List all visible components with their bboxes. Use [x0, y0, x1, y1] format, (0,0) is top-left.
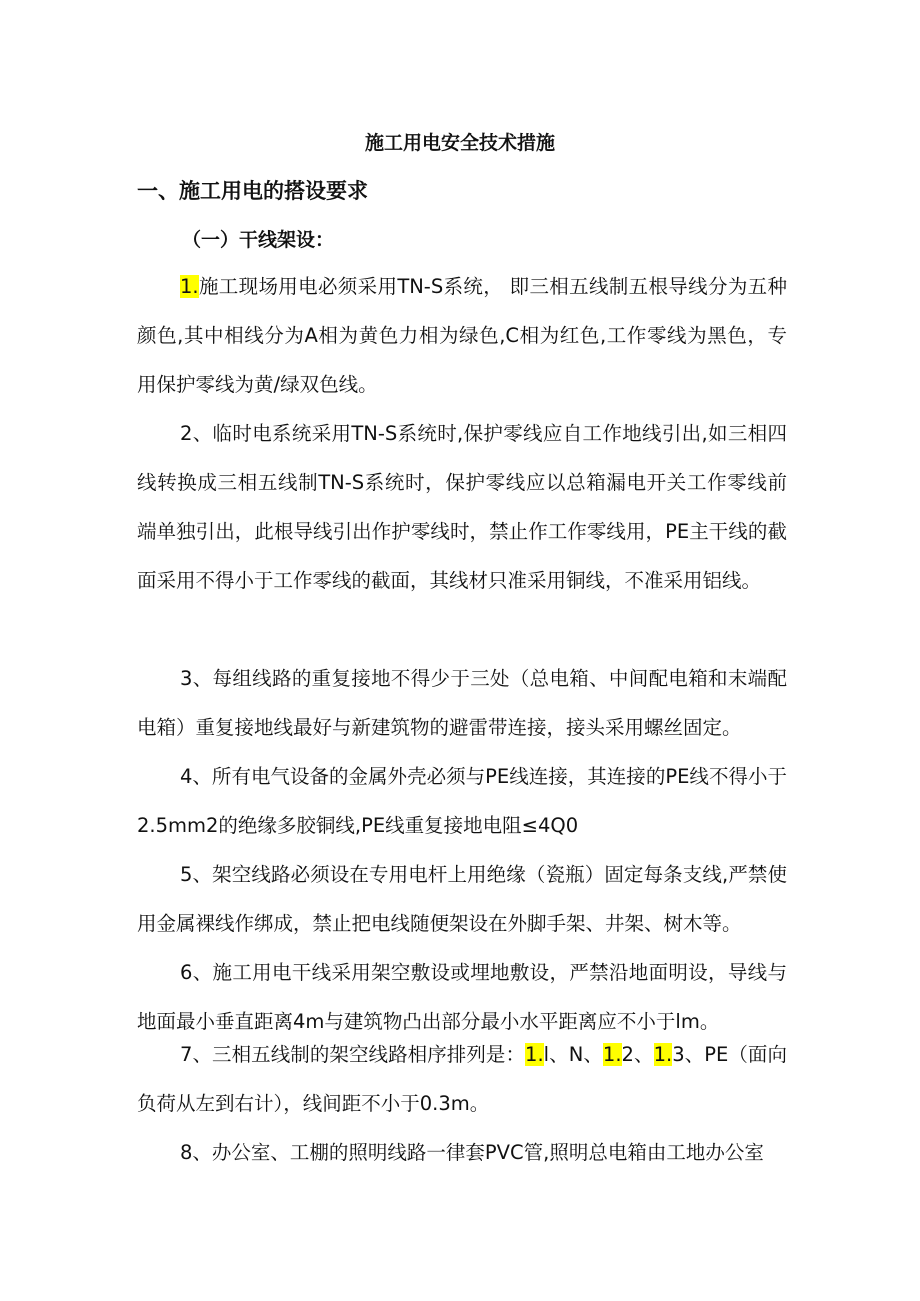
paragraph-1-text: 施工现场用电必须采用TN-S系统， 即三相五线制五根导线分为五种颜色,其中相线分为A相为黄色力相为绿色,C相为红色,工作零线为黑色，专用保护零线为黄/绿双色线。	[137, 275, 787, 396]
highlighted-number: 1.	[653, 1043, 673, 1066]
paragraph-6: 6、施工用电干线采用架空敷设或埋地敷设，严禁沿地面明设，导线与地面最小垂直距离4m与建筑物凸出部分最小水平距离应不小于lm。	[137, 961, 787, 1033]
subsection-heading: （一）干线架设：	[182, 229, 335, 251]
highlighted-number: 1.	[525, 1043, 544, 1066]
highlighted-number: 1.	[180, 275, 199, 298]
paragraph-7-part-c: 2、	[621, 1043, 654, 1066]
paragraph-7-part-a: 7、三相五线制的架空线路相序排列是：	[180, 1043, 526, 1066]
paragraph-7-part-b: l、N、	[543, 1043, 603, 1066]
document-title: 施工用电安全技术措施	[364, 132, 555, 154]
paragraph-8: 8、办公室、工棚的照明线路一律套PVC管,照明总电箱由工地办公室	[180, 1141, 764, 1164]
paragraph-2: 2、临时电系统采用TN-S系统时,保护零线应自工作地线引出,如三相四线转换成三相五线制TN-S系统时，保护零线应以总箱漏电开关工作零线前端单独引出，此根导线引出作护零线时，禁止作工作零线用，PE主干线的截面采用不得小于工作零线的截面，其线材只准采用铜线，不准采用铝线。	[137, 422, 787, 592]
paragraph-5: 5、架空线路必须设在专用电杆上用绝缘（瓷瓶）固定每条支线,严禁使用金属裸线作绑成，禁止把电线随便架设在外脚手架、井架、树木等。	[137, 863, 787, 935]
paragraph-7	[137, 1030, 787, 1128]
highlighted-number: 1.	[602, 1043, 622, 1066]
paragraph-3: 3、每组线路的重复接地不得少于三处（总电箱、中间配电箱和末端配电箱）重复接地线最好与新建筑物的避雷带连接，接头采用螺丝固定。	[137, 667, 787, 739]
paragraph-1	[137, 262, 787, 409]
paragraph-7-part-d: 3、PE（面向负荷从左到右计），线间距不小于0.3m。	[137, 1043, 787, 1115]
paragraph-4: 4、所有电气设备的金属外壳必须与PE线连接，其连接的PE线不得小于2.5mm2的绝缘多胶铜线,PE线重复接地电阻≤4Q0	[137, 765, 787, 837]
section-heading: 一、施工用电的搭设要求	[137, 179, 368, 203]
